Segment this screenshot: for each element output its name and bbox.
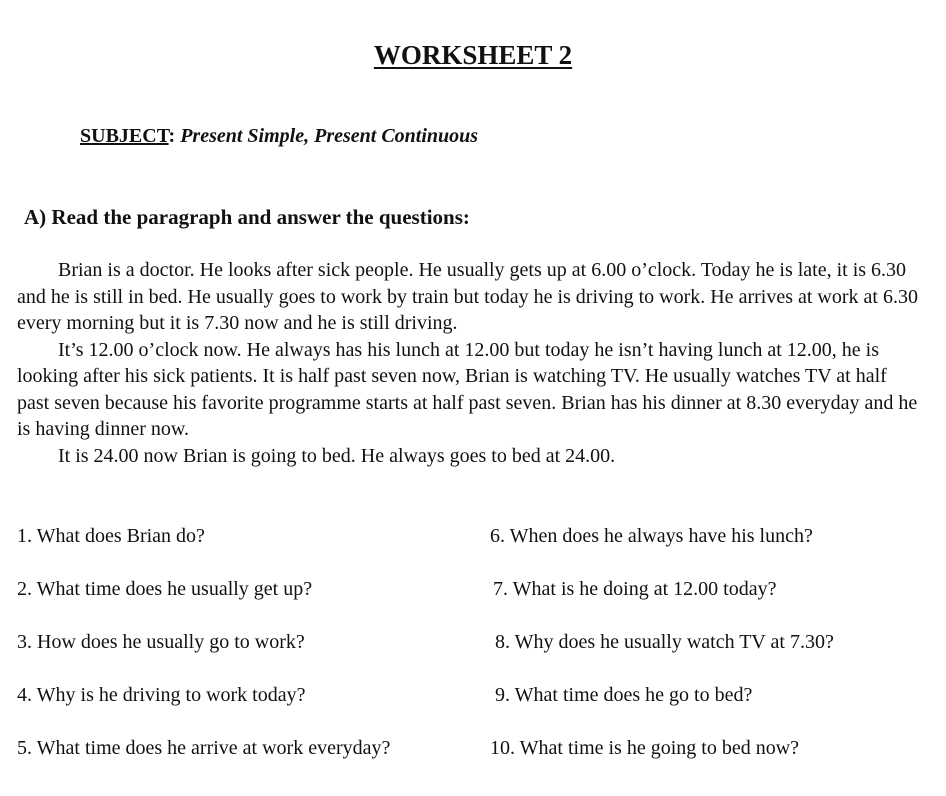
subject-line — [80, 125, 478, 148]
paragraph-3: It is 24.00 now Brian is going to bed. He always goes to bed at 24.00. — [58, 444, 616, 467]
paragraph-1: Brian is a doctor. He looks after sick people. He usually gets up at 6.00 o’clock. Today he is late, it is 6.30 and he is still in bed. He usually goes to work by train but today he is driving to work. He arrives at work at 6.30 every morning but it is 7.30 now and he is still driving. — [17, 259, 918, 334]
question-5: 5. What time does he arrive at work everyday? — [17, 737, 391, 759]
question-7: 7. What is he doing at 12.00 today? — [493, 578, 777, 600]
worksheet-title — [0, 40, 946, 71]
subject-value: Present Simple, Present Continuous — [175, 125, 479, 147]
subject-colon: : — [168, 125, 176, 147]
question-8: 8. Why does he usually watch TV at 7.30? — [495, 631, 834, 653]
question-4: 4. Why is he driving to work today? — [17, 684, 306, 706]
paragraph-2: It’s 12.00 o’clock now. He always has his lunch at 12.00 but today he isn’t having lunch at 12.00, he is looking after his sick patients. It is half past seven now, Brian is watching TV. He usually watches TV at half past seven because his favorite programme starts at half past seven. Brian has his dinner at 8.30 everyday and he is having dinner now. — [17, 338, 918, 440]
question-1: 1. What does Brian do? — [17, 525, 205, 547]
reading-paragraph — [17, 257, 922, 469]
question-2: 2. What time does he usually get up? — [17, 578, 313, 600]
question-9: 9. What time does he go to bed? — [495, 684, 753, 706]
question-3: 3. How does he usually go to work? — [17, 631, 305, 653]
subject-label: SUBJECT — [80, 125, 169, 147]
question-6: 6. When does he always have his lunch? — [490, 525, 813, 547]
question-10: 10. What time is he going to bed now? — [490, 737, 800, 759]
section-heading: A) Read the paragraph and answer the questions: — [24, 205, 470, 229]
worksheet-title-text: WORKSHEET 2 — [373, 40, 573, 70]
